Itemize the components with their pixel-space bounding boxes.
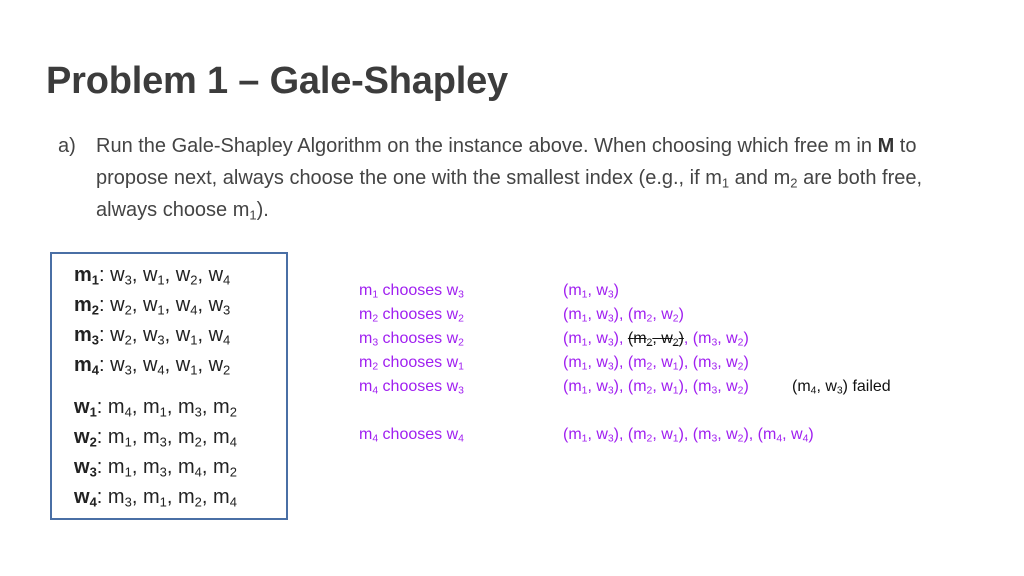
subscript: 1 bbox=[249, 207, 257, 223]
subscript: 3 bbox=[607, 385, 614, 397]
matched-pair: ($m_1$, $w_3$) bbox=[563, 306, 619, 325]
preference-item: $m_4$ bbox=[177, 456, 202, 480]
preference-item: $w_4$ bbox=[208, 264, 231, 288]
matched-pair: ($m_2$, $w_1$) bbox=[627, 354, 684, 373]
subscript: 1 bbox=[372, 289, 379, 301]
subscript: 3 bbox=[607, 361, 614, 373]
subscript: 3 bbox=[607, 289, 614, 301]
subscript: 3 bbox=[711, 433, 718, 445]
subscript: 2 bbox=[372, 361, 379, 373]
subscript: 3 bbox=[458, 385, 464, 397]
matched-pair: ($m_1$, $w_3$) bbox=[563, 354, 619, 373]
subscript: 2 bbox=[646, 313, 653, 325]
matched-pair: ($m_4$, $w_4$) bbox=[757, 426, 814, 445]
subscript: 4 bbox=[372, 433, 379, 445]
preference-owner: $m_1$ bbox=[74, 264, 100, 288]
subscript: 3 bbox=[89, 464, 97, 480]
subscript: 1 bbox=[190, 332, 198, 348]
preference-item: $m_3$ bbox=[142, 456, 167, 480]
preference-item: $w_1$ bbox=[142, 264, 165, 288]
subscript: 2 bbox=[124, 302, 132, 318]
subscript: 2 bbox=[223, 362, 231, 378]
subscript: 2 bbox=[672, 313, 679, 325]
preference-item: $w_4$ bbox=[175, 294, 198, 318]
subscript: 3 bbox=[124, 362, 132, 378]
preference-line: $m_3$: $w_2$, $w_3$, $w_1$, $w_4$ bbox=[74, 324, 231, 348]
subscript: 2 bbox=[737, 361, 744, 373]
problem-text-part: Run the Gale-Shapley Algorithm on the instance above. When choosing which free m in bbox=[96, 135, 878, 157]
subscript: 4 bbox=[458, 433, 464, 445]
preference-item: $m_4$ bbox=[213, 426, 237, 450]
subscript: 4 bbox=[810, 385, 817, 397]
preference-item: $m_2$ bbox=[213, 396, 237, 420]
subscript: 1 bbox=[581, 289, 588, 301]
subscript: 1 bbox=[91, 272, 100, 288]
step-action: $m_2$ chooses $w_1$ bbox=[359, 354, 464, 373]
subscript: 2 bbox=[646, 433, 653, 445]
subscript: 2 bbox=[458, 337, 464, 349]
preference-line: $m_1$: $w_3$, $w_1$, $w_2$, $w_4$ bbox=[74, 264, 231, 288]
problem-text-part: are both free, always choose m bbox=[96, 167, 923, 221]
matched-pair: ($m_2$, $w_1$) bbox=[627, 378, 684, 397]
subscript: 3 bbox=[194, 404, 202, 420]
preference-item: $m_2$ bbox=[177, 486, 202, 510]
subscript: 4 bbox=[802, 433, 809, 445]
preference-item: $m_2$ bbox=[177, 426, 202, 450]
step-action: $m_2$ chooses $w_2$ bbox=[359, 306, 464, 325]
subscript: 3 bbox=[458, 289, 464, 301]
matched-pair: ($m_2$, $w_1$) bbox=[627, 426, 684, 445]
subscript: 1 bbox=[124, 434, 132, 450]
subscript: 1 bbox=[672, 361, 679, 373]
preference-item: $m_4$ bbox=[107, 396, 132, 420]
matched-pair: ($m_3$, $w_2$) bbox=[692, 426, 749, 445]
subscript: 1 bbox=[581, 313, 588, 325]
preference-item: $m_3$ bbox=[177, 396, 202, 420]
subscript: 2 bbox=[194, 494, 202, 510]
problem-text-part: and m bbox=[729, 167, 791, 189]
problem-text-part: ). bbox=[256, 199, 269, 221]
subscript: 3 bbox=[223, 302, 231, 318]
subscript: 2 bbox=[194, 434, 202, 450]
preference-line: $m_4$: $w_3$, $w_4$, $w_1$, $w_2$ bbox=[74, 354, 231, 378]
step-matching: ($m_1$, $w_3$), ($m_2$, $w_1$), ($m_3$, $w_2$), ($m_4$, $w_4$) bbox=[563, 426, 814, 445]
subscript: 3 bbox=[159, 434, 167, 450]
subscript: 1 bbox=[581, 361, 588, 373]
subscript: 4 bbox=[776, 433, 783, 445]
subscript: 3 bbox=[711, 385, 718, 397]
preference-item: $m_1$ bbox=[107, 456, 132, 480]
subscript: 3 bbox=[124, 494, 132, 510]
step-matching: ($m_1$, $w_3$), ($m_2$, $w_2$), ($m_3$, $w_2$) bbox=[563, 330, 749, 349]
preference-item: $w_2$ bbox=[175, 264, 198, 288]
preference-item: $w_1$ bbox=[175, 354, 198, 378]
subscript: 2 bbox=[737, 433, 744, 445]
preference-owner: $w_3$ bbox=[74, 456, 97, 480]
subscript: 4 bbox=[190, 302, 198, 318]
preference-item: $w_2$ bbox=[110, 324, 132, 348]
preference-line: $w_2$: $m_1$, $m_3$, $m_2$, $m_4$ bbox=[74, 426, 237, 450]
subscript: 3 bbox=[372, 337, 379, 349]
problem-text-bold-m: M bbox=[877, 135, 895, 157]
preference-item: $m_1$ bbox=[107, 426, 132, 450]
step-matching bbox=[563, 282, 619, 300]
subscript: 4 bbox=[372, 385, 379, 397]
subscript: 1 bbox=[157, 302, 165, 318]
preference-item: $m_1$ bbox=[142, 486, 167, 510]
subscript: 4 bbox=[223, 332, 231, 348]
preference-line: $w_1$: $m_4$, $m_1$, $m_3$, $m_2$ bbox=[74, 396, 237, 420]
problem-statement bbox=[58, 130, 988, 226]
subscript: 1 bbox=[89, 404, 97, 420]
subscript: 1 bbox=[190, 362, 198, 378]
preference-owner: $w_1$ bbox=[74, 396, 97, 420]
subscript: 4 bbox=[124, 404, 132, 420]
step-action: $m_4$ chooses $w_4$ bbox=[359, 426, 464, 445]
preference-item: $m_4$ bbox=[213, 486, 237, 510]
subscript: 3 bbox=[711, 337, 718, 349]
subscript: 2 bbox=[646, 361, 653, 373]
matched-pair: ($m_1$, $w_3$) bbox=[563, 282, 619, 301]
preference-item: $w_1$ bbox=[175, 324, 198, 348]
subscript: 4 bbox=[89, 494, 97, 510]
subscript: 1 bbox=[672, 385, 679, 397]
subscript: 2 bbox=[229, 464, 237, 480]
subscript: 3 bbox=[159, 464, 167, 480]
subscript: 2 bbox=[790, 175, 798, 191]
subscript: 1 bbox=[581, 385, 588, 397]
step-matching: ($m_1$, $w_3$), ($m_2$, $w_1$), ($m_3$, $w_2$) bbox=[563, 354, 749, 373]
subscript: 1 bbox=[721, 175, 730, 191]
problem-label: a) bbox=[58, 135, 76, 157]
matched-pair: ($m_3$, $w_2$) bbox=[692, 330, 749, 349]
matched-pair: ($m_4$, $w_3$) bbox=[792, 378, 848, 397]
subscript: 1 bbox=[581, 433, 588, 445]
step-action: $m_1$ chooses $w_3$ bbox=[359, 282, 464, 301]
subscript: 2 bbox=[229, 404, 237, 420]
subscript: 4 bbox=[91, 362, 100, 378]
subscript: 4 bbox=[229, 434, 237, 450]
preference-owner: $m_3$ bbox=[74, 324, 100, 348]
slide-title: Problem 1 – Gale-Shapley bbox=[46, 60, 508, 102]
preference-line: $w_3$: $m_1$, $m_3$, $m_4$, $m_2$ bbox=[74, 456, 237, 480]
subscript: 1 bbox=[458, 361, 464, 373]
step-action: $m_3$ chooses $w_2$ bbox=[359, 330, 464, 349]
subscript: 3 bbox=[711, 361, 718, 373]
subscript: 3 bbox=[157, 332, 165, 348]
matched-pair: ($m_2$, $w_2$) bbox=[627, 306, 684, 325]
subscript: 1 bbox=[157, 272, 165, 288]
step-action: $m_4$ chooses $w_3$ bbox=[359, 378, 464, 397]
matched-pair: ($m_3$, $w_2$) bbox=[692, 354, 749, 373]
preference-item: $m_3$ bbox=[107, 486, 132, 510]
subscript: 2 bbox=[646, 337, 653, 349]
subscript: 4 bbox=[157, 362, 165, 378]
subscript: 1 bbox=[581, 337, 588, 349]
subscript: 2 bbox=[124, 332, 132, 348]
subscript: 4 bbox=[229, 494, 237, 510]
subscript: 2 bbox=[646, 385, 653, 397]
problem-text-part: to propose next, always choose the one with the smallest index (e.g., if m bbox=[96, 135, 917, 189]
preference-item: $m_1$ bbox=[142, 396, 167, 420]
preference-line: $m_2$: $w_2$, $w_1$, $w_4$, $w_3$ bbox=[74, 294, 231, 318]
subscript: 3 bbox=[607, 433, 614, 445]
subscript: 3 bbox=[124, 272, 132, 288]
preference-line: $w_4$: $m_3$, $m_1$, $m_2$, $m_4$ bbox=[74, 486, 237, 510]
preference-item: $w_1$ bbox=[142, 294, 165, 318]
subscript: 2 bbox=[737, 385, 744, 397]
preference-owner: $w_2$ bbox=[74, 426, 97, 450]
subscript: 4 bbox=[223, 272, 231, 288]
preference-item: $m_3$ bbox=[142, 426, 167, 450]
preference-item: $w_4$ bbox=[208, 324, 231, 348]
preference-item: $w_4$ bbox=[142, 354, 165, 378]
subscript: 1 bbox=[124, 464, 132, 480]
subscript: 2 bbox=[372, 313, 379, 325]
failed-note bbox=[792, 378, 891, 396]
preference-owner: $m_4$ bbox=[74, 354, 100, 378]
step-matching: ($m_1$, $w_3$), ($m_2$, $w_2$) bbox=[563, 306, 684, 325]
subscript: 3 bbox=[607, 313, 614, 325]
subscript: 1 bbox=[159, 494, 167, 510]
preference-item: $w_3$ bbox=[110, 264, 132, 288]
preference-owner: $w_4$ bbox=[74, 486, 97, 510]
matched-pair: ($m_3$, $w_2$) bbox=[692, 378, 749, 397]
preference-item: $w_3$ bbox=[208, 294, 231, 318]
subscript: 2 bbox=[89, 434, 97, 450]
preference-item: $m_2$ bbox=[213, 456, 237, 480]
subscript: 2 bbox=[458, 313, 464, 325]
matched-pair: ($m_1$, $w_3$) bbox=[563, 330, 619, 349]
subscript: 2 bbox=[672, 337, 679, 349]
preference-item: $w_2$ bbox=[110, 294, 132, 318]
matched-pair: ($m_1$, $w_3$) bbox=[563, 378, 619, 397]
subscript: 3 bbox=[607, 337, 614, 349]
preference-item: $w_2$ bbox=[208, 354, 231, 378]
subscript: 2 bbox=[91, 302, 100, 318]
preference-item: $w_3$ bbox=[110, 354, 132, 378]
step-matching: ($m_1$, $w_3$), ($m_2$, $w_1$), ($m_3$, $w_2$) bbox=[563, 378, 749, 397]
subscript: 4 bbox=[194, 464, 202, 480]
subscript: 2 bbox=[190, 272, 198, 288]
matched-pair: ($m_1$, $w_3$) bbox=[563, 426, 619, 445]
struck-pair: ($m_2$, $w_2$) bbox=[627, 330, 684, 349]
preference-item: $w_3$ bbox=[142, 324, 165, 348]
subscript: 1 bbox=[672, 433, 679, 445]
subscript: 3 bbox=[836, 385, 843, 397]
preference-owner: $m_2$ bbox=[74, 294, 100, 318]
subscript: 1 bbox=[159, 404, 167, 420]
problem-text bbox=[96, 130, 988, 226]
subscript: 3 bbox=[91, 332, 100, 348]
failed-label: failed bbox=[852, 378, 891, 395]
preference-lists-box bbox=[50, 252, 288, 520]
subscript: 2 bbox=[737, 337, 744, 349]
